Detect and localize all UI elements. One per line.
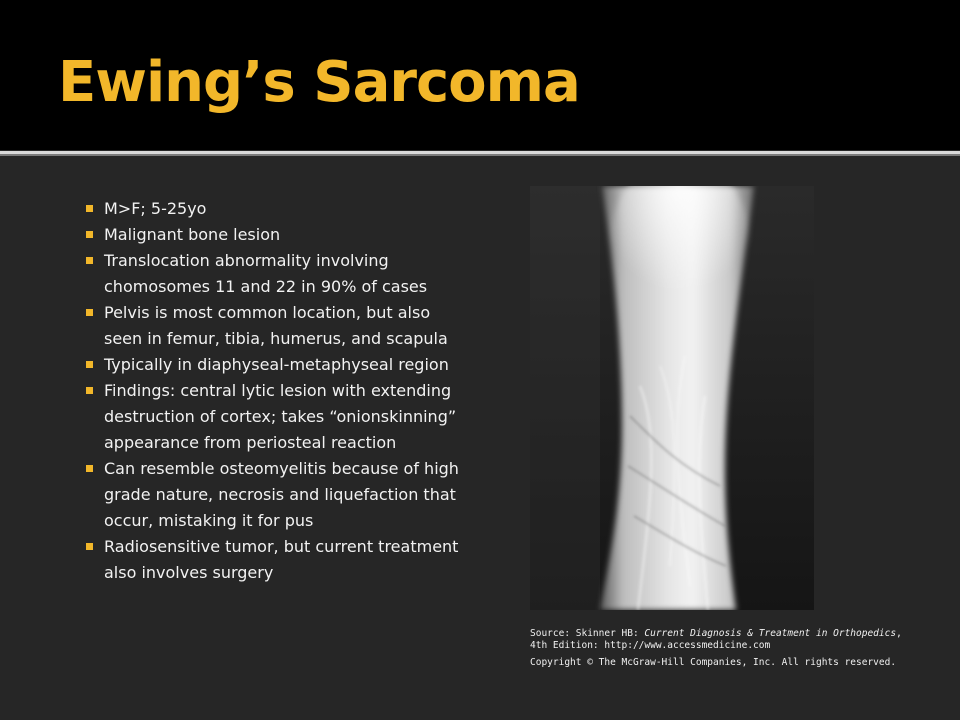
slide-title: Ewing’s Sarcoma [58, 50, 580, 115]
caption-source-line: Source: Skinner HB: Current Diagnosis & Treatment in Orthopedics, [530, 628, 902, 639]
bullet-item [84, 248, 464, 300]
bullet-text: Typically in diaphyseal-metaphyseal region [104, 355, 449, 374]
bullet-text: Radiosensitive tumor, but current treatment also involves surgery [104, 537, 459, 582]
bullet-item [84, 378, 464, 456]
bullet-square-icon [86, 309, 93, 316]
caption-edition-line: 4th Edition: http://www.accessmedicine.com [530, 640, 771, 651]
bullet-square-icon [86, 257, 93, 264]
bullet-square-icon [86, 387, 93, 394]
bullet-text: Can resemble osteomyelitis because of high grade nature, necrosis and liquefaction that occur, mistaking it for pus [104, 459, 459, 530]
bullet-square-icon [86, 361, 93, 368]
bullet-item [84, 456, 464, 534]
bullet-text: Translocation abnormality involving chomosomes 11 and 22 in 90% of cases [104, 251, 428, 296]
bullet-item [84, 196, 464, 222]
xray-image [530, 186, 814, 610]
bullet-list [84, 196, 464, 586]
caption-copyright-line: Copyright © The McGraw-Hill Companies, Inc. All rights reserved. [530, 657, 897, 668]
caption-book-title: Current Diagnosis & Treatment in Orthopedics [644, 628, 897, 639]
divider-shadow [0, 154, 960, 156]
bullet-item [84, 534, 464, 586]
bullet-text: Pelvis is most common location, but also seen in femur, tibia, humerus, and scapula [104, 303, 448, 348]
bullet-text: Findings: central lytic lesion with extending destruction of cortex; takes “onionskinning” appearance from periosteal reaction [104, 381, 457, 452]
xray-bone-graphic [530, 186, 814, 610]
bullet-square-icon [86, 231, 93, 238]
bullet-square-icon [86, 465, 93, 472]
image-caption [530, 628, 910, 669]
title-bar [0, 0, 960, 150]
bullet-square-icon [86, 543, 93, 550]
bullet-item [84, 352, 464, 378]
bullet-text: M>F; 5-25yo [104, 199, 207, 218]
bullet-item [84, 222, 464, 248]
bullet-text: Malignant bone lesion [104, 225, 281, 244]
bullet-item [84, 300, 464, 352]
bullet-square-icon [86, 205, 93, 212]
